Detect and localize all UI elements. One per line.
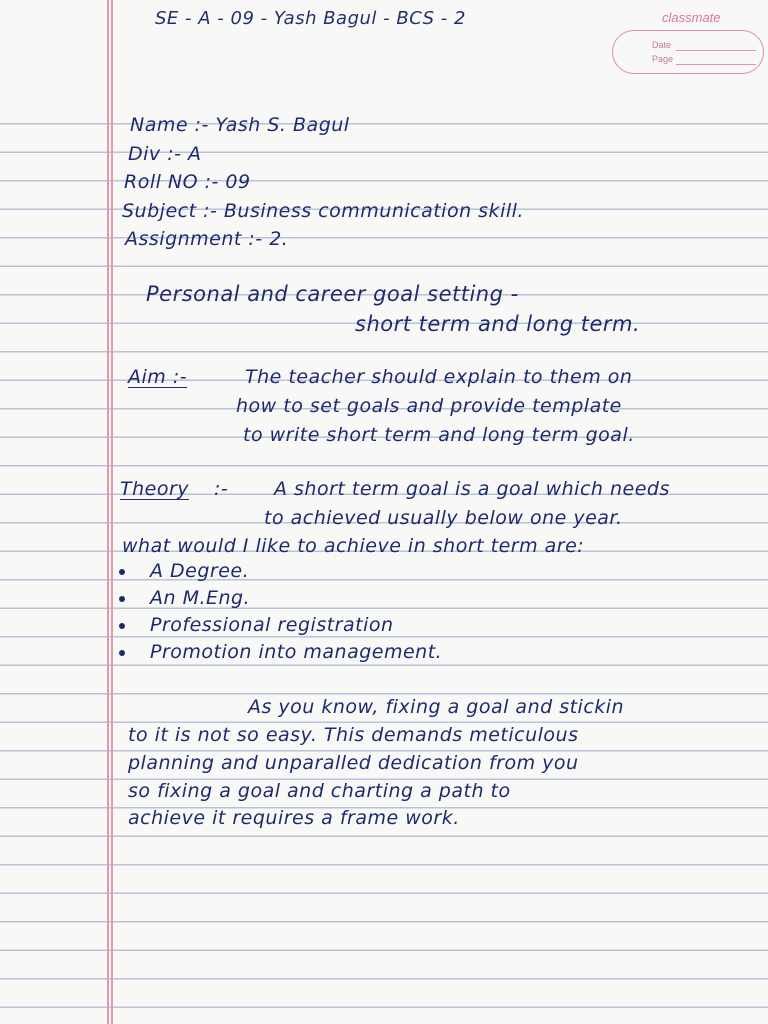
- subject-line: Subject :- Business communication skill.: [122, 200, 524, 222]
- theory-line1: A short term goal is a goal which needs: [274, 478, 670, 500]
- assignment-number: Assignment :- 2.: [125, 228, 289, 250]
- bullet-dot: [119, 623, 125, 629]
- bullet-item-registration: Professional registration: [150, 614, 394, 636]
- bullet-item-degree: A Degree.: [150, 560, 250, 582]
- date-field-line: [676, 50, 756, 51]
- paragraph-line2: to it is not so easy. This demands meticulous: [128, 724, 579, 746]
- page-label: Page: [652, 54, 674, 64]
- bullet-dot: [119, 650, 125, 656]
- paragraph-line4: so fixing a goal and charting a path to: [128, 780, 511, 802]
- aim-label: Aim :-: [128, 366, 188, 388]
- aim-line3: to write short term and long term goal.: [243, 424, 635, 446]
- paragraph-line3: planning and unparalled dedication from you: [128, 752, 579, 774]
- student-div: Div :- A: [128, 143, 202, 165]
- paragraph-line5: achieve it requires a frame work.: [128, 807, 460, 829]
- margin-line-right: [111, 0, 113, 1024]
- aim-line1: The teacher should explain to them on: [245, 366, 633, 388]
- date-label: Date: [652, 40, 672, 50]
- theory-line2: to achieved usually below one year.: [264, 507, 623, 529]
- student-roll-no: Roll NO :- 09: [124, 171, 251, 193]
- margin-line-left: [107, 0, 109, 1024]
- theory-label: Theory: [120, 478, 190, 500]
- date-page-box: [612, 30, 764, 74]
- paragraph-line1: As you know, fixing a goal and stickin: [248, 696, 625, 718]
- aim-line2: how to set goals and provide template: [236, 395, 622, 417]
- brand-logo-text: classmate: [662, 10, 721, 25]
- theory-separator: :-: [214, 478, 229, 500]
- page-field-line: [676, 64, 756, 65]
- bullet-item-meng: An M.Eng.: [150, 587, 251, 609]
- bullet-dot: [119, 596, 125, 602]
- student-name: Name :- Yash S. Bagul: [130, 114, 350, 136]
- header-title-line: SE - A - 09 - Yash Bagul - BCS - 2: [155, 8, 466, 29]
- bullet-dot: [119, 569, 125, 575]
- assignment-title-line1: Personal and career goal setting -: [146, 282, 519, 306]
- bullet-item-promotion: Promotion into management.: [150, 641, 443, 663]
- theory-line3: what would I like to achieve in short term are:: [122, 535, 585, 557]
- assignment-title-line2: short term and long term.: [355, 312, 641, 336]
